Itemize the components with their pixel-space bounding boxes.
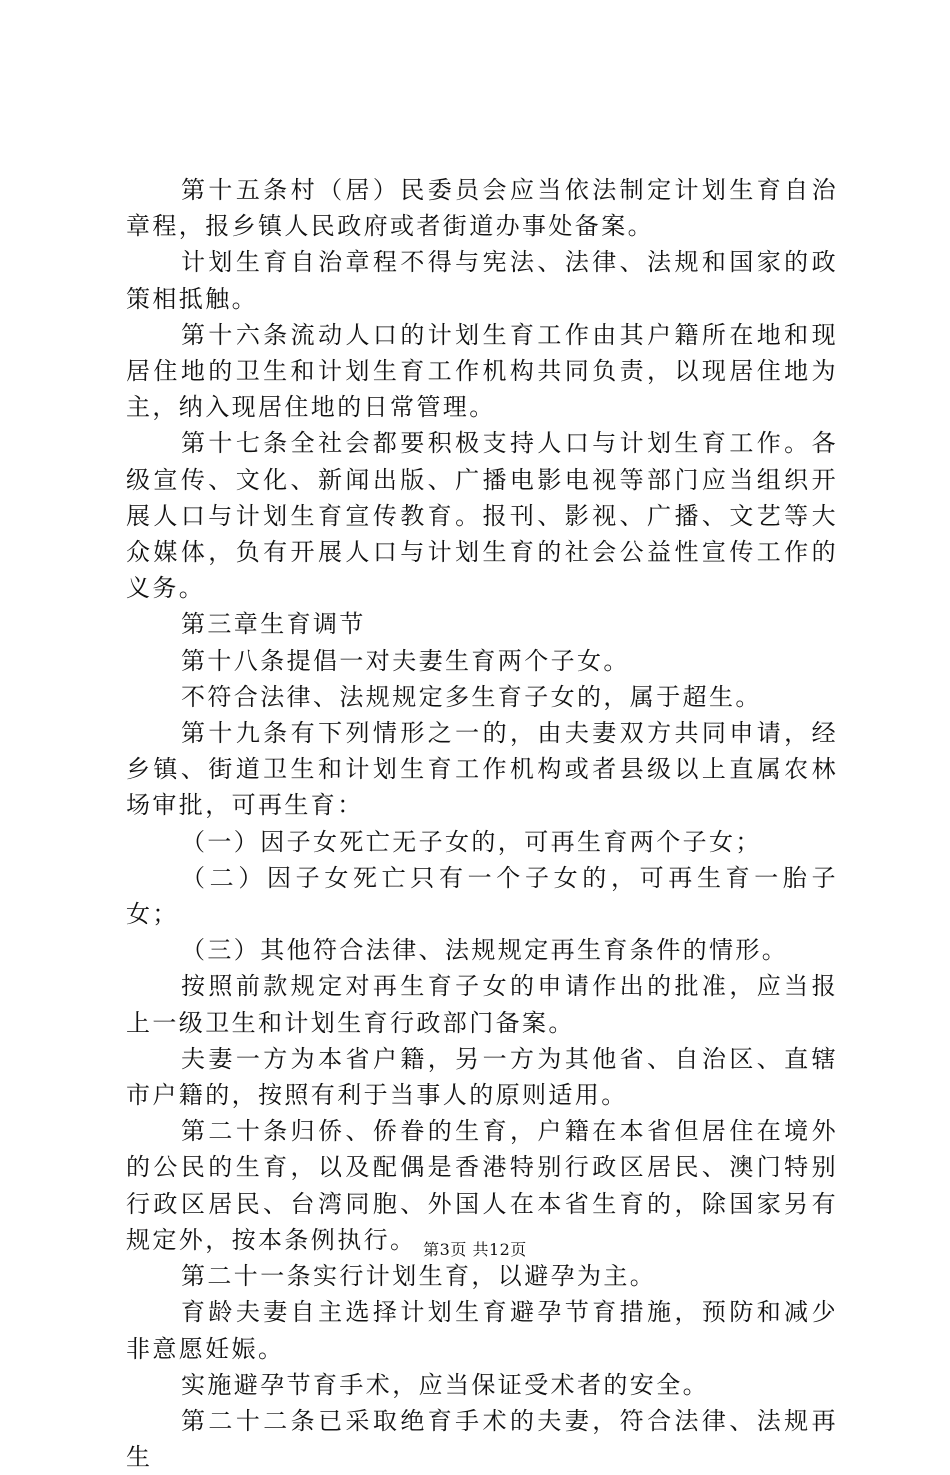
page-number-footer: 第3页 共12页 <box>423 1240 527 1259</box>
list-item-2: （二）因子女死亡只有一个子女的，可再生育一胎子女； <box>126 863 838 929</box>
paragraph-article-18: 第十八条提倡一对夫妻生育两个子女。 <box>181 646 630 675</box>
document-body <box>126 172 838 1475</box>
paragraph-contraception-choice: 育龄夫妻自主选择计划生育避孕节育措施，预防和减少非意愿妊娠。 <box>126 1298 838 1363</box>
paragraph-approval-filing: 按照前款规定对再生育子女的申请作出的批准，应当报上一级卫生和计划生育行政部门备案。 <box>126 972 838 1037</box>
paragraph-article-15: 第十五条村（居）民委员会应当依法制定计划生育自治章程，报乡镇人民政府或者街道办事处备案。 <box>126 176 838 241</box>
list-item-1: （一）因子女死亡无子女的，可再生育两个子女； <box>181 827 762 856</box>
paragraph-article-22: 第二十二条已采取绝育手术的夫妻，符合法律、法规再生 <box>126 1406 838 1472</box>
paragraph-article-20: 第二十条归侨、侨眷的生育，户籍在本省但居住在境外的公民的生育，以及配偶是香港特别行政区居民、澳门特别行政区居民、台湾同胞、外国人在本省生育的，除国家另有规定外，按本条例执行。 <box>126 1117 838 1254</box>
paragraph-cross-province: 夫妻一方为本省户籍，另一方为其他省、自治区、直辖市户籍的，按照有利于当事人的原则适用。 <box>126 1044 838 1110</box>
paragraph-article-21: 第二十一条实行计划生育，以避孕为主。 <box>181 1262 657 1291</box>
paragraph-over-birth: 不符合法律、法规规定多生育子女的，属于超生。 <box>181 682 762 711</box>
paragraph-charter-constraint: 计划生育自治章程不得与宪法、法律、法规和国家的政策相抵触。 <box>126 248 838 313</box>
chapter-heading: 第三章生育调节 <box>181 610 366 639</box>
paragraph-surgery-safety: 实施避孕节育手术，应当保证受术者的安全。 <box>181 1370 709 1399</box>
list-item-3: （三）其他符合法律、法规规定再生育条件的情形。 <box>181 936 789 965</box>
paragraph-article-19: 第十九条有下列情形之一的，由夫妻双方共同申请，经乡镇、街道卫生和计划生育工作机构或者县级以上直属农林场审批，可再生育： <box>126 719 838 820</box>
paragraph-article-16: 第十六条流动人口的计划生育工作由其户籍所在地和现居住地的卫生和计划生育工作机构共同负责，以现居住地为主，纳入现居住地的日常管理。 <box>126 320 838 422</box>
paragraph-article-17: 第十七条全社会都要积极支持人口与计划生育工作。各级宣传、文化、新闻出版、广播电影电视等部门应当组织开展人口与计划生育宣传教育。报刊、影视、广播、文艺等大众媒体，负有开展人口与计划生育的社会公益性宣传工作的义务。 <box>126 429 838 603</box>
